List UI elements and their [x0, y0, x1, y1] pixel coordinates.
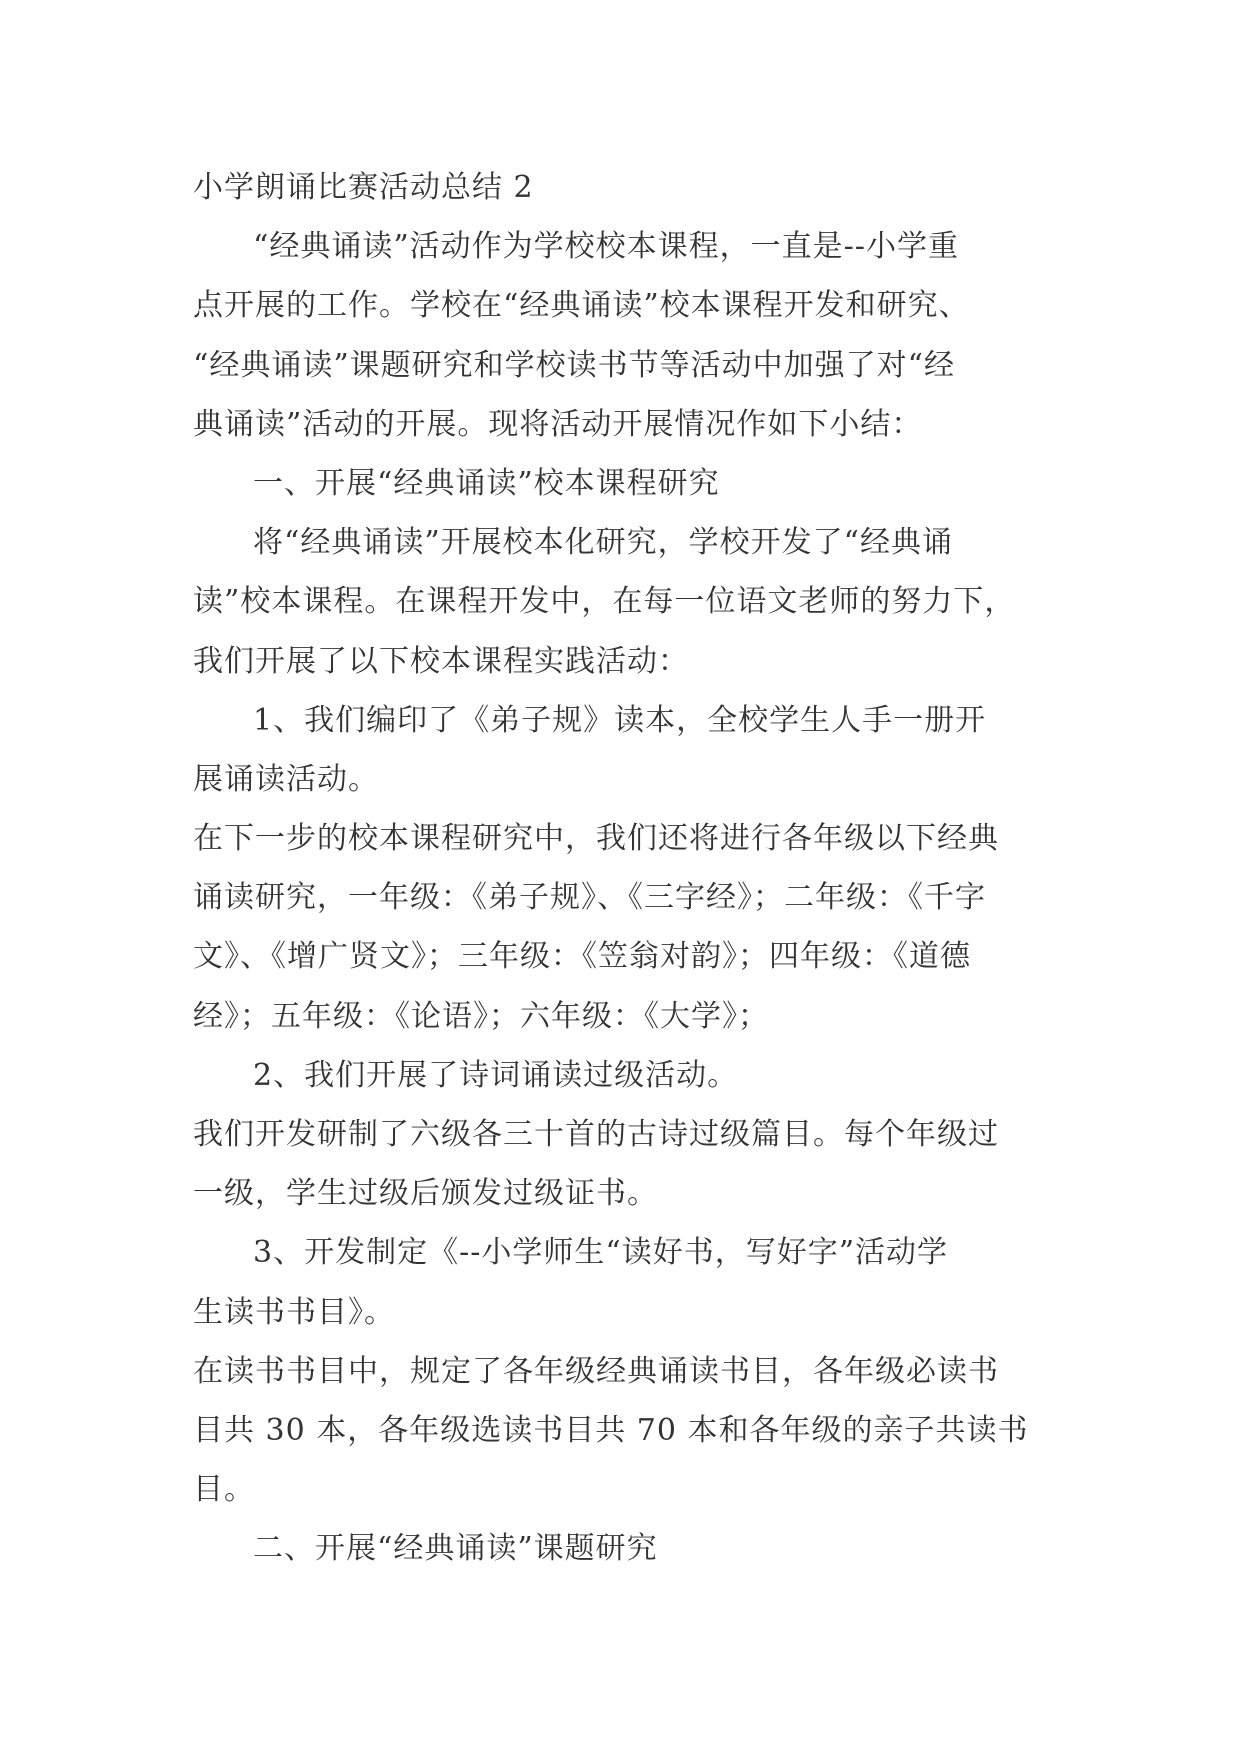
text-line: 1、我们编印了《弟子规》读本，全校学生人手一册开 — [253, 702, 987, 738]
text-line: 目共 30 本，各年级选读书目共 70 本和各年级的亲子共读书 — [193, 1412, 1029, 1448]
text-line: 一、开展“经典诵读”校本课程研究 — [253, 465, 720, 501]
text-line: “经典诵读”活动作为学校校本课程，一直是--小学重 — [253, 229, 959, 265]
text-line: 典诵读”活动的开展。现将活动开展情况作如下小结： — [193, 406, 923, 442]
document-body — [193, 158, 1063, 1579]
text-line: 读”校本课程。在课程开发中，在每一位语文老师的努力下， — [193, 584, 1016, 620]
text-line: 在下一步的校本课程研究中，我们还将进行各年级以下经典 — [193, 821, 999, 857]
document-title: 小学朗诵比赛活动总结 2 — [193, 170, 534, 205]
text-line: 经》；五年级：《论语》；六年级：《大学》； — [193, 998, 769, 1034]
text-line: 3、开发制定《--小学师生“读好书，写好字”活动学 — [253, 1235, 949, 1271]
text-line: 展诵读活动。 — [193, 761, 379, 797]
text-line: 我们开展了以下校本课程实践活动： — [193, 643, 689, 679]
text-line: 二、开展“经典诵读”课题研究 — [253, 1531, 658, 1567]
text-line: 一级，学生过级后颁发过级证书。 — [193, 1176, 658, 1212]
text-line: 在读书书目中，规定了各年级经典诵读书目，各年级必读书 — [193, 1353, 999, 1389]
text-line: 2、我们开展了诗词诵读过级活动。 — [253, 1057, 739, 1093]
text-line: 生读书书目》。 — [193, 1294, 395, 1330]
text-line: 我们开发研制了六级各三十首的古诗过级篇目。每个年级过 — [193, 1117, 999, 1152]
text-line: 文》、《增广贤文》；三年级：《笠翁对韵》；四年级：《道德 — [193, 939, 971, 975]
text-line: 将“经典诵读”开展校本化研究，学校开发了“经典诵 — [253, 525, 954, 561]
text-line: “经典诵读”课题研究和学校读书节等活动中加强了对“经 — [193, 347, 956, 383]
paragraph-lines — [193, 217, 1063, 1578]
text-line: 诵读研究，一年级：《弟子规》、《三字经》；二年级：《千字 — [193, 880, 986, 916]
text-line: 目。 — [193, 1472, 255, 1508]
text-line: 点开展的工作。学校在“经典诵读”校本课程开发和研究、 — [193, 288, 970, 324]
